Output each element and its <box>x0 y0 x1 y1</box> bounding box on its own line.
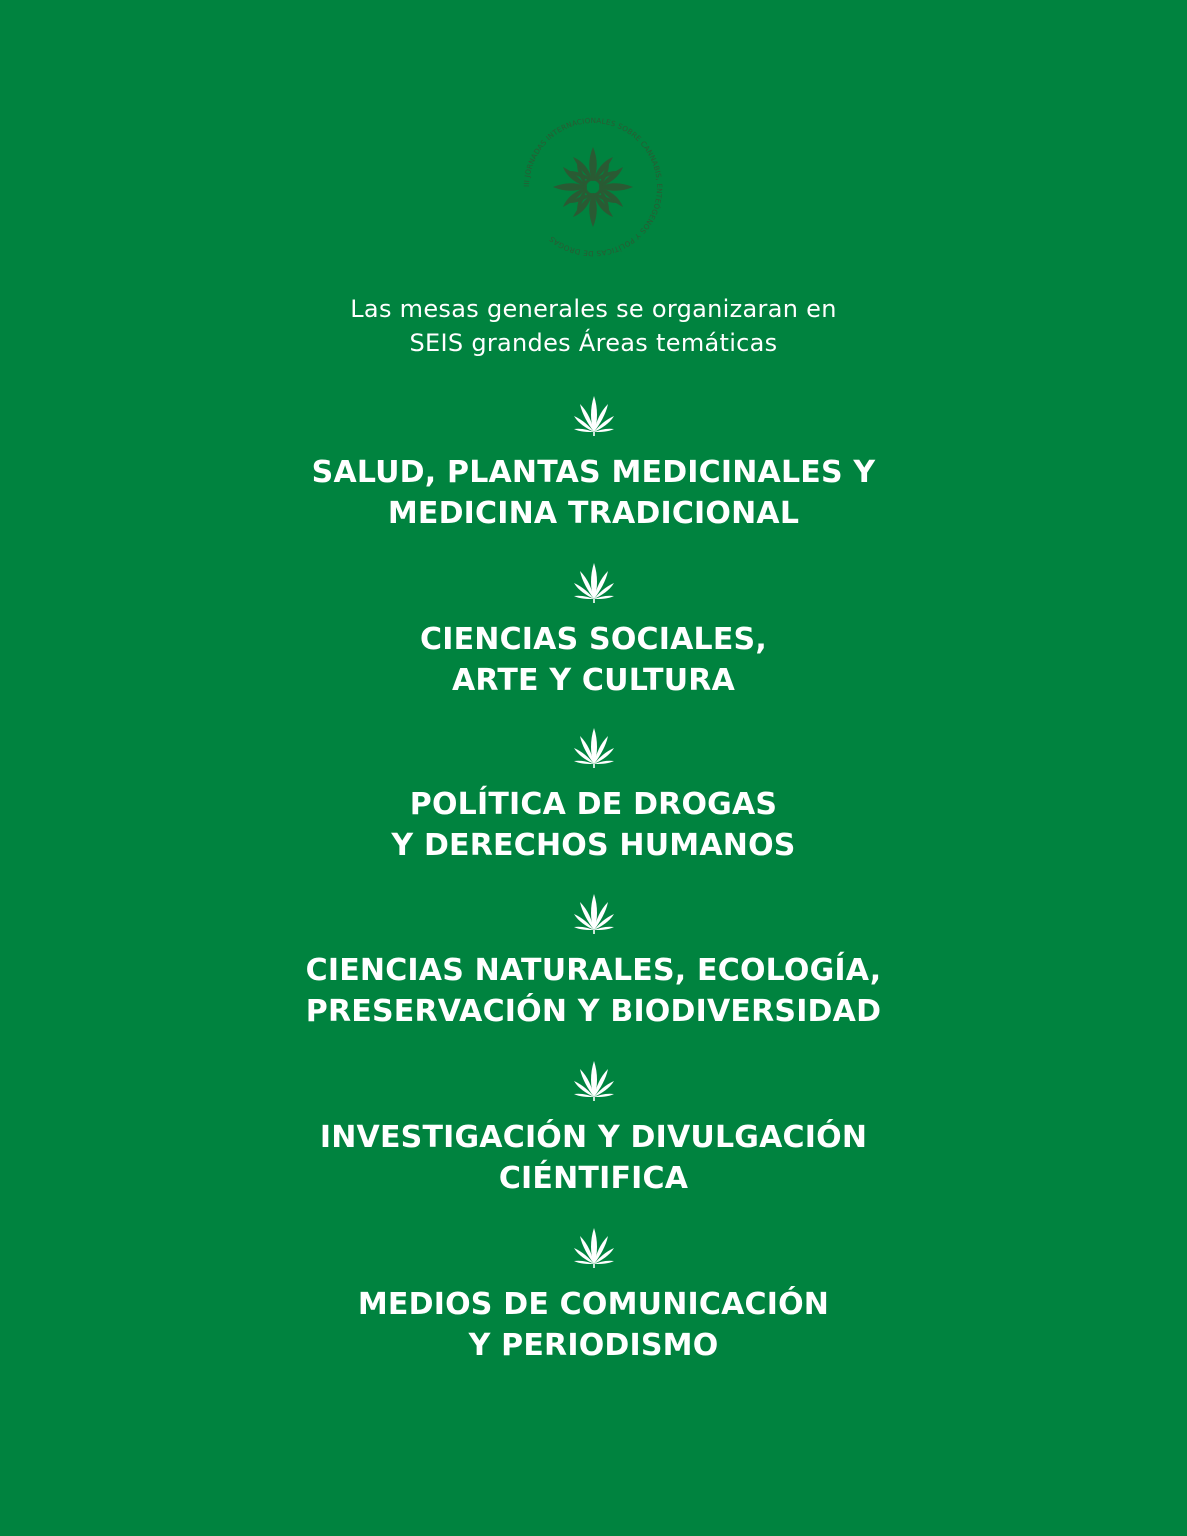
thematic-area-3 <box>0 726 1187 866</box>
cannabis-leaf-icon <box>572 1059 616 1103</box>
cannabis-leaf-icon <box>572 394 616 438</box>
area-title-line-2: Y PERIODISMO <box>468 1328 719 1363</box>
area-title-line-2: Y DERECHOS HUMANOS <box>391 828 796 863</box>
area-title-line-1: SALUD, PLANTAS MEDICINALES Y <box>311 455 876 490</box>
area-title-line-2: ARTE Y CULTURA <box>451 663 735 698</box>
area-title-line-1: CIENCIAS SOCIALES, <box>420 622 767 657</box>
area-title <box>0 1117 1187 1199</box>
thematic-area-1 <box>0 394 1187 534</box>
area-title-line-1: INVESTIGACIÓN Y DIVULGACIÓN <box>319 1120 868 1155</box>
cannabis-leaf-icon <box>572 726 616 770</box>
area-title-line-1: MEDIOS DE COMUNICACIÓN <box>357 1287 830 1322</box>
cannabis-leaf-icon <box>572 892 616 936</box>
cannabis-compass-seal-icon <box>518 112 668 262</box>
thematic-area-5 <box>0 1059 1187 1199</box>
area-title-line-1: CIENCIAS NATURALES, ECOLOGÍA, <box>305 953 882 988</box>
area-title <box>0 950 1187 1032</box>
intro-line-1: Las mesas generales se organizaran en <box>350 295 837 323</box>
area-title <box>0 1284 1187 1366</box>
area-title-line-2: PRESERVACIÓN Y BIODIVERSIDAD <box>305 994 882 1029</box>
thematic-area-6 <box>0 1226 1187 1366</box>
area-title-line-2: CIÉNTIFICA <box>498 1161 689 1196</box>
cannabis-leaf-icon <box>572 561 616 605</box>
cannabis-leaf-icon <box>572 1226 616 1270</box>
seal-ring-text: III JORNADAS INTERNACIONALES SOBRE CANNABIS, ENTEÓGENOS Y POLÍTICAS DE DROGAS <box>521 115 665 259</box>
svg-text:III JORNADAS INTERNACIONALES S <box>522 116 664 258</box>
thematic-area-4 <box>0 892 1187 1032</box>
area-title <box>0 452 1187 534</box>
area-title <box>0 784 1187 866</box>
thematic-area-2 <box>0 561 1187 701</box>
area-title <box>0 619 1187 701</box>
area-title-line-2: MEDICINA TRADICIONAL <box>387 496 800 531</box>
intro-text <box>0 292 1187 360</box>
intro-line-2: SEIS grandes Áreas temáticas <box>409 329 778 357</box>
area-title-line-1: POLÍTICA DE DROGAS <box>409 787 778 822</box>
